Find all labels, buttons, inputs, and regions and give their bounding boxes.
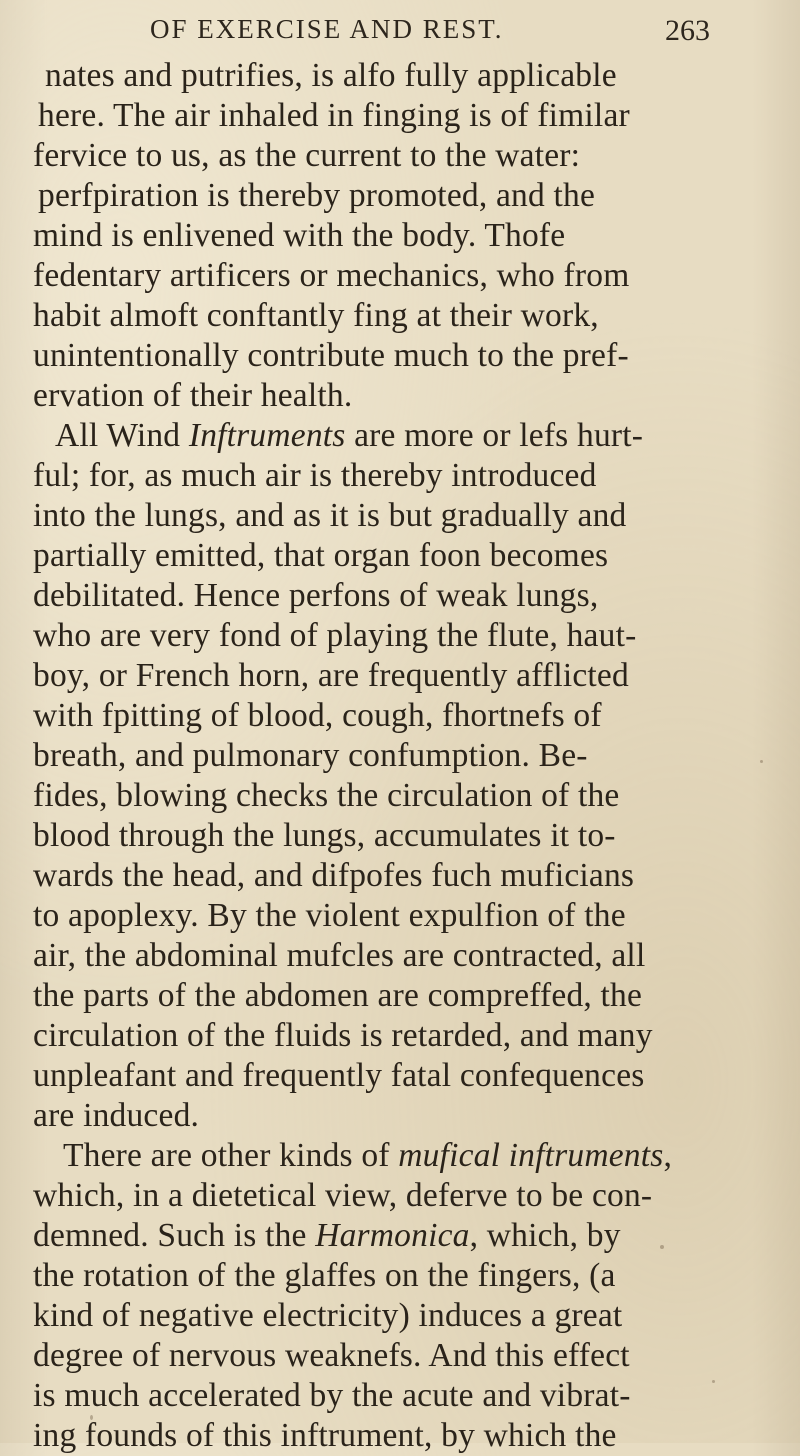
text-line: fides, blowing checks the circulation of the xyxy=(33,777,620,814)
text-line: ervation of their health. xyxy=(33,377,353,414)
text-line: the rotation of the glaffes on the fingers, (a xyxy=(33,1257,616,1294)
text-line: ing founds of this inftrument, by which the xyxy=(33,1417,617,1454)
text-line: partially emitted, that organ foon becomes xyxy=(33,537,609,574)
text-line: debilitated. Hence perfons of weak lungs, xyxy=(33,577,599,614)
text-line: breath, and pulmonary confumption. Be- xyxy=(33,737,588,774)
paper-speck xyxy=(712,1380,715,1383)
text-line: perfpiration is thereby promoted, and the xyxy=(38,177,596,214)
text-line: who are very fond of playing the flute, haut- xyxy=(33,617,637,654)
paper-speck xyxy=(90,1415,93,1420)
text-line: the parts of the abdomen are compreffed, the xyxy=(33,977,643,1014)
text-line: to apoplexy. By the violent expulfion of the xyxy=(33,897,626,934)
text-line: unpleafant and frequently fatal confequences xyxy=(33,1057,645,1094)
text-line: All Wind Inftruments are more or lefs hurt- xyxy=(55,417,644,454)
text-line: circulation of the fluids is retarded, and many xyxy=(33,1017,653,1054)
text-line: demned. Such is the Harmonica, which, by xyxy=(33,1217,621,1254)
text-line: There are other kinds of mufical inftruments, xyxy=(63,1137,673,1174)
text-line: fervice to us, as the current to the water: xyxy=(33,137,581,174)
text-line: boy, or French horn, are frequently afflicted xyxy=(33,657,629,694)
text-line: habit almoft conftantly fing at their work, xyxy=(33,297,599,334)
paper-speck xyxy=(660,1245,664,1249)
running-title: OF EXERCISE AND REST. xyxy=(150,14,504,44)
text-line: is much accelerated by the acute and vibrat- xyxy=(33,1377,631,1414)
text-line: unintentionally contribute much to the pref- xyxy=(33,337,629,374)
text-line: kind of negative electricity) induces a great xyxy=(33,1297,623,1334)
text-line: degree of nervous weaknefs. And this effect xyxy=(33,1337,630,1374)
text-line: here. The air inhaled in finging is of fimilar xyxy=(38,97,630,134)
paper-speck xyxy=(760,760,763,763)
text-line: fedentary artificers or mechanics, who from xyxy=(33,257,630,294)
text-line: air, the abdominal mufcles are contracted, all xyxy=(33,937,646,974)
text-line: which, in a dietetical view, deferve to be con- xyxy=(33,1177,653,1214)
text-line: nates and putrifies, is alfo fully applicable xyxy=(45,57,617,94)
text-line: mind is enlivened with the body. Thofe xyxy=(33,217,566,254)
page-number: 263 xyxy=(665,14,710,47)
text-line: are induced. xyxy=(33,1097,200,1134)
text-line: with fpitting of blood, cough, fhortnefs of xyxy=(33,697,602,734)
text-line: into the lungs, and as it is but gradually and xyxy=(33,497,627,534)
text-line: blood through the lungs, accumulates it to- xyxy=(33,817,616,854)
text-line: ful; for, as much air is thereby introduced xyxy=(33,457,597,494)
text-line: wards the head, and difpofes fuch muficians xyxy=(33,857,635,894)
running-head xyxy=(150,14,710,54)
